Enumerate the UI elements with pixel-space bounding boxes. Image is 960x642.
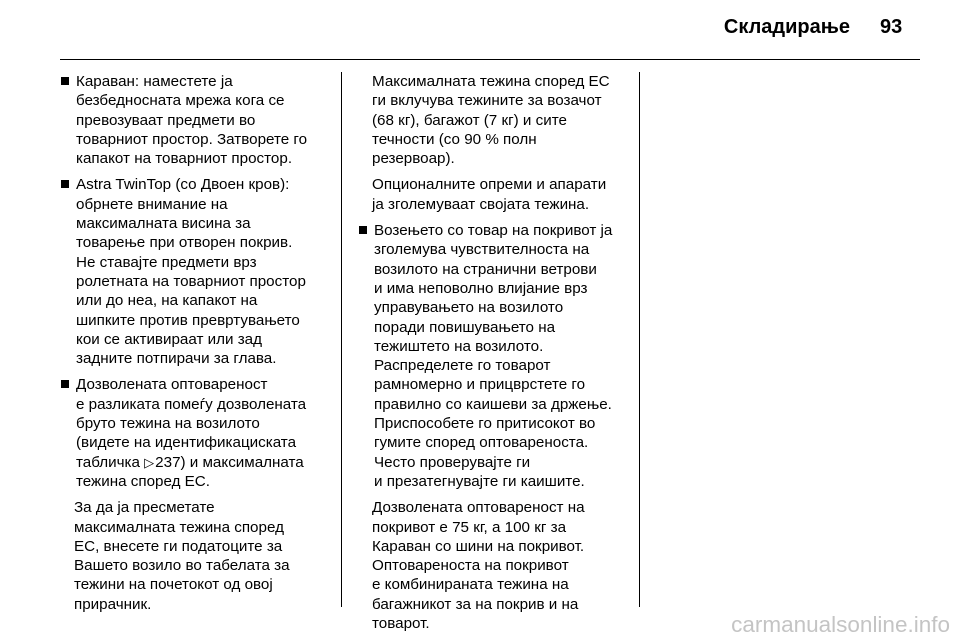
ref-prefix: табличка	[76, 453, 140, 471]
left-column	[60, 72, 322, 621]
bullet-payload	[60, 375, 322, 491]
text-line: обрнете внимание на	[76, 195, 228, 213]
text-line: Оптовареноста на покривот	[372, 557, 569, 575]
text-line: Вашето возило во табелата за	[74, 557, 290, 575]
text-line: Возењето со товар на покривот ја	[374, 222, 613, 240]
header-rule	[60, 59, 920, 60]
text-line: и презатегнувајте ги каишите.	[374, 472, 585, 490]
text-line: покривот е 75 кг, а 100 кг за	[372, 518, 567, 536]
text-line: ја зголемуваат својата тежина.	[372, 195, 590, 213]
text-line: капакот на товарниот простор.	[76, 150, 293, 168]
text-line: (видете на идентификациската	[76, 434, 297, 452]
text-line: бруто тежина на возилото	[76, 415, 260, 433]
text-line: превозуваат предмети во	[76, 111, 256, 129]
text-line: правилно со каишеви за држење.	[374, 395, 612, 413]
text-line: гумите според оптовареноста.	[374, 434, 589, 452]
text-line: е комбинираната тежина на	[372, 576, 569, 594]
text-line: зголемува чувствителноста на	[374, 241, 590, 259]
text-line: товарење при отворен покрив.	[76, 234, 293, 252]
text-line: Дозволената оптовареност на	[372, 499, 585, 517]
bullet-roof-driving	[358, 221, 620, 491]
text-line: ролетната на товарниот простор	[76, 272, 306, 290]
text-line: Дозволената оптовареност	[76, 376, 268, 394]
text-line: течности (со 90 % полн	[372, 130, 537, 148]
text-line: возилото на странични ветрови	[374, 260, 597, 278]
text-line: тежини на почетокот од овој	[74, 576, 273, 594]
bullet-caravan	[60, 72, 322, 168]
text-line: или до неа, на капакот на	[76, 292, 258, 310]
text-line: рамномерно и прицврстете го	[374, 376, 586, 394]
text-line: Не ставајте предмети врз	[76, 253, 257, 271]
text-line: тежина според ЕС.	[76, 472, 210, 490]
text-line: поради повишувањето на	[374, 318, 556, 336]
ec-weight-paragraph	[358, 72, 620, 168]
text-line: тежиштето на возилото.	[374, 337, 544, 355]
text-line: кои се активираат или зад	[76, 330, 262, 348]
bullet-square-icon	[359, 226, 367, 234]
text-line: Приспособете го притисокот во	[374, 415, 596, 433]
text-line: шипките против превртувањето	[76, 311, 300, 329]
page-reference-arrow-icon: ▷	[144, 454, 155, 470]
options-paragraph	[358, 175, 620, 214]
text-line: управувањето на возилото	[374, 299, 564, 317]
text-line: Опционалните опреми и апарати	[372, 176, 607, 194]
roof-load-paragraph	[358, 498, 620, 633]
text-line: е разликата помеѓу дозволената	[76, 395, 307, 413]
text-line: товарниот простор. Затворете го	[76, 130, 308, 148]
middle-column	[358, 72, 620, 640]
bullet-square-icon	[61, 77, 69, 85]
text-line: Распределете го товарот	[374, 357, 551, 375]
page-reference-line	[76, 453, 322, 472]
text-line: резервоар).	[372, 150, 455, 168]
calc-paragraph	[60, 498, 322, 614]
text-line: прирачник.	[74, 595, 152, 613]
ref-suffix: 237) и максималната	[155, 453, 304, 471]
text-line: (68 кг), багажот (7 кг) и сите	[372, 111, 567, 129]
text-line: и има неповолно влијание врз	[374, 279, 588, 297]
text-line: Караван со шини на покривот.	[372, 537, 585, 555]
text-line: Максималната тежина според ЕС	[372, 73, 610, 90]
page-title: Складирање	[723, 16, 850, 38]
column-divider-right	[639, 72, 640, 607]
text-line: максималната тежина според	[74, 518, 284, 536]
bullet-square-icon	[61, 380, 69, 388]
bullet-square-icon	[61, 180, 69, 188]
text-line: багажникот за на покрив и на	[372, 595, 579, 613]
text-line: Astra TwinTop (со Двоен кров):	[76, 176, 290, 194]
page-number: 93	[880, 16, 903, 38]
text-line: безбедносната мрежа кога се	[76, 92, 285, 110]
text-line: ги вклучува тежините за возачот	[372, 92, 602, 110]
text-line: ЕС, внесете ги податоците за	[74, 537, 283, 555]
bullet-twintop	[60, 175, 322, 368]
text-line: максималната висина за	[76, 215, 251, 233]
text-line: товарот.	[372, 615, 430, 633]
text-line: За да ја пресметате	[74, 499, 215, 517]
column-divider-left	[341, 72, 342, 607]
text-line: Караван: наместете ја	[76, 73, 233, 90]
watermark: carmanualsonline.info	[731, 612, 950, 637]
text-line: задните потпирачи за глава.	[76, 350, 277, 368]
text-line: Често проверувајте ги	[374, 453, 531, 471]
